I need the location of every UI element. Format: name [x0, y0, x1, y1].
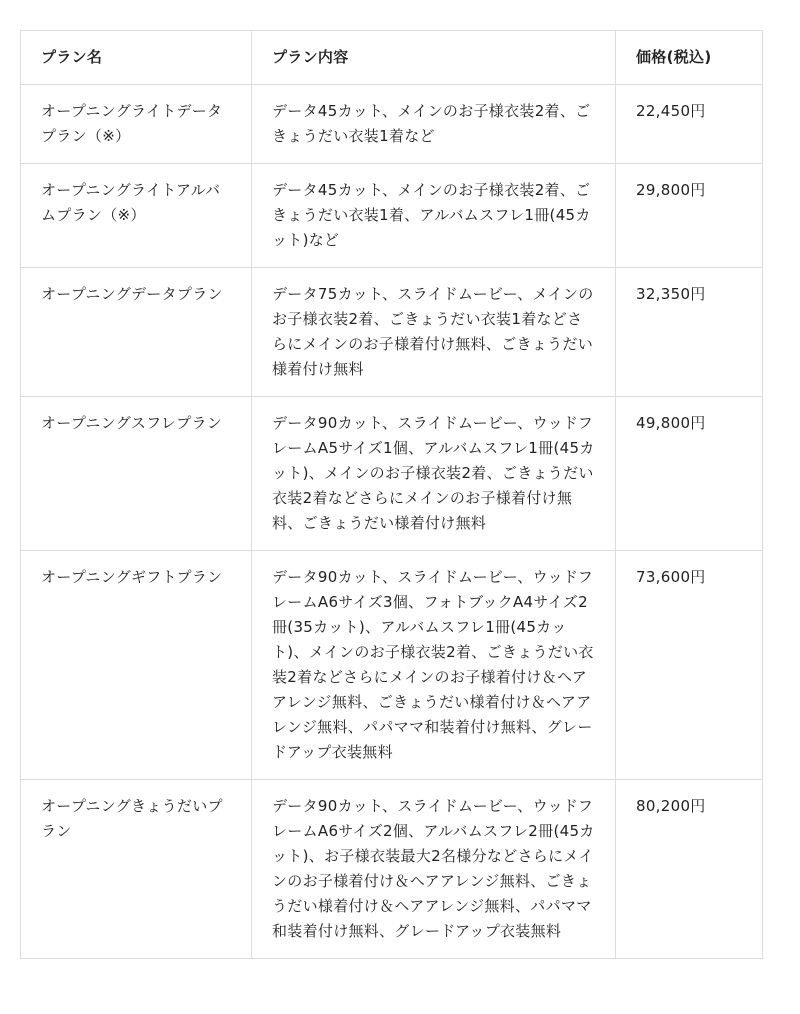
plan-content-cell: データ45カット、メインのお子様衣装2着、ごきょうだい衣装1着、アルバムスフレ1冊(45カット)など — [252, 164, 616, 268]
plan-content-cell: データ90カット、スライドムービー、ウッドフレームA6サイズ2個、アルバムスフレ2冊(45カット)、お子様衣装最大2名様分などさらにメインのお子様着付け＆ヘアアレンジ無料、ごきょうだい様着付け＆ヘアアレンジ無料、パパママ和装着付け無料、グレードアップ衣装無料 — [252, 780, 616, 959]
plan-name-cell: オープニングギフトプラン — [21, 551, 252, 780]
table-header — [21, 31, 763, 85]
plan-content-cell: データ45カット、メインのお子様衣装2着、ごきょうだい衣装1着など — [252, 85, 616, 164]
table-row — [21, 397, 763, 551]
plan-table — [20, 30, 763, 959]
plan-name-cell: オープニングデータプラン — [21, 268, 252, 397]
plan-content-cell: データ75カット、スライドムービー、メインのお子様衣装2着、ごきょうだい衣装1着などさらにメインのお子様着付け無料、ごきょうだい様着付け無料 — [252, 268, 616, 397]
plan-name-cell: オープニングライトデータプラン（※） — [21, 85, 252, 164]
table-row — [21, 780, 763, 959]
plan-price-cell: 32,350円 — [616, 268, 763, 397]
table-row — [21, 164, 763, 268]
table-row — [21, 268, 763, 397]
table-body — [21, 85, 763, 959]
plan-price-cell: 80,200円 — [616, 780, 763, 959]
plan-name-cell: オープニングスフレプラン — [21, 397, 252, 551]
plan-name-cell: オープニングライトアルバムプラン（※） — [21, 164, 252, 268]
plan-content-cell: データ90カット、スライドムービー、ウッドフレームA5サイズ1個、アルバムスフレ1冊(45カット)、メインのお子様衣装2着、ごきょうだい衣装2着などさらにメインのお子様着付け無料、ごきょうだい様着付け無料 — [252, 397, 616, 551]
table-header-row — [21, 31, 763, 85]
plan-price-cell: 22,450円 — [616, 85, 763, 164]
table-row — [21, 551, 763, 780]
header-plan-name: プラン名 — [21, 31, 252, 85]
plan-price-cell: 73,600円 — [616, 551, 763, 780]
plan-price-cell: 49,800円 — [616, 397, 763, 551]
header-plan-content: プラン内容 — [252, 31, 616, 85]
plan-price-cell: 29,800円 — [616, 164, 763, 268]
table-row — [21, 85, 763, 164]
header-price: 価格(税込) — [616, 31, 763, 85]
plan-name-cell: オープニングきょうだいプラン — [21, 780, 252, 959]
plan-content-cell: データ90カット、スライドムービー、ウッドフレームA6サイズ3個、フォトブックA4サイズ2冊(35カット)、アルバムスフレ1冊(45カット)、メインのお子様衣装2着、ごきょうだい衣装2着などさらにメインのお子様着付け＆ヘアアレンジ無料、ごきょうだい様着付け＆ヘアアレンジ無料、パパママ和装着付け無料、グレードアップ衣装無料 — [252, 551, 616, 780]
